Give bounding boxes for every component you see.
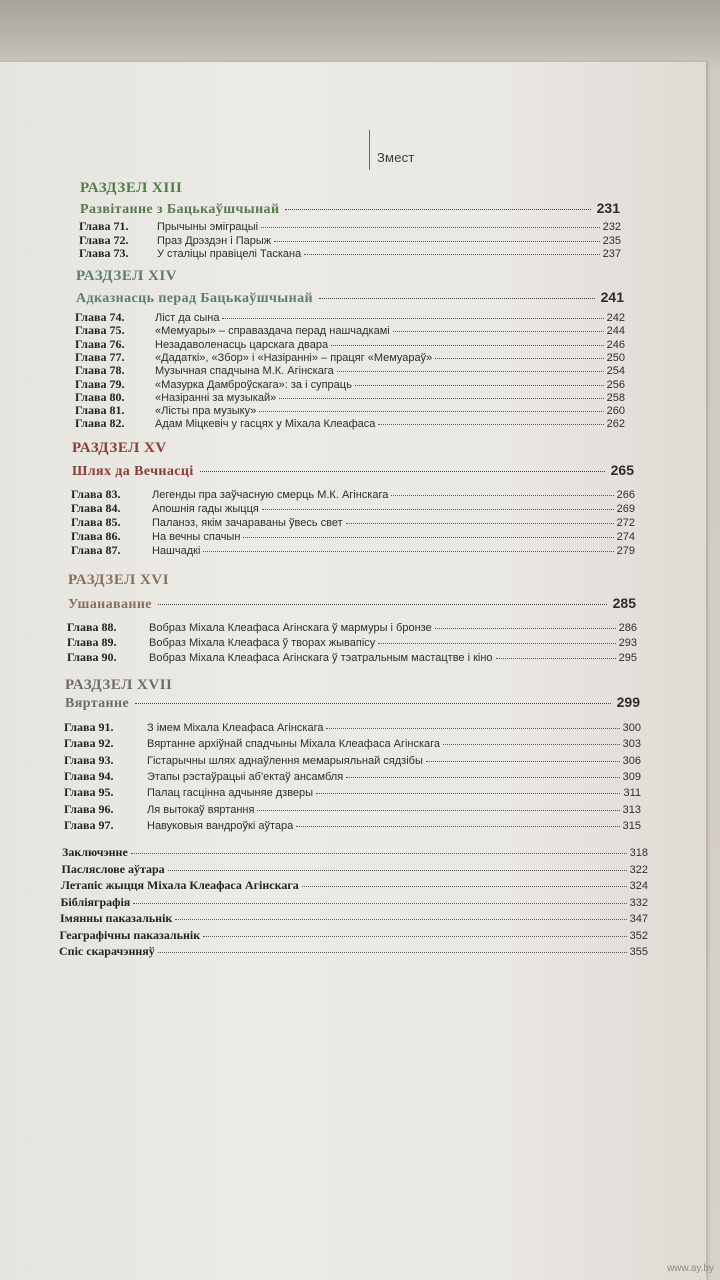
dot-leader: [257, 810, 619, 811]
dot-leader: [131, 853, 627, 854]
chapter-title: Вобраз Міхала Клеафаса Агінскага ў тэатральным мастацтве і кіно: [149, 651, 493, 664]
section-page-number: 231: [596, 200, 620, 216]
end-matter-page-number: 347: [629, 913, 648, 925]
chapter-number: Глава 80.: [75, 389, 125, 404]
page-header-title: Змест: [377, 150, 415, 165]
dot-leader: [133, 903, 626, 904]
chapter-title: На вечны спачын: [152, 531, 241, 543]
dot-leader: [158, 604, 607, 605]
chapter-number: Глава 86.: [71, 529, 121, 543]
end-matter-row[interactable]: [59, 944, 648, 959]
section-title: Ушанаванне: [68, 597, 152, 612]
chapter-page-number: 303: [622, 738, 641, 751]
chapter-page-number: 309: [622, 770, 641, 783]
chapter-number: Глава 90.: [67, 649, 117, 664]
chapter-title: Ля вытокаў вяртання: [147, 803, 255, 816]
chapter-title: Этапы рэстаўрацыі аб'ектаў ансамбля: [147, 770, 344, 783]
chapter-row[interactable]: [75, 416, 625, 431]
dot-leader: [304, 254, 599, 255]
chapter-number: Глава 83.: [71, 487, 121, 501]
end-matter-title: Паслясловe аўтара: [61, 861, 165, 876]
chapter-title: Вяртанне архіўнай спадчыны Міхала Клеафаса Агінскага: [147, 738, 441, 751]
section-title-row[interactable]: [65, 694, 640, 712]
end-matter-row[interactable]: [60, 911, 648, 926]
dot-leader: [135, 703, 611, 704]
dot-leader: [158, 952, 627, 953]
section-title: Адказнасць перад Бацькаўшчынай: [76, 291, 313, 306]
dot-leader: [279, 398, 603, 399]
chapter-row[interactable]: [64, 785, 641, 800]
chapter-number: Глава 91.: [64, 720, 114, 734]
chapter-page-number: 315: [622, 819, 641, 832]
chapter-row[interactable]: [64, 818, 641, 833]
section-label: РАЗДЗЕЛ XV: [72, 440, 167, 456]
dot-leader: [337, 371, 604, 372]
dot-leader: [274, 241, 599, 242]
chapter-title: Адам Міцкевіч у гасцях у Міхала Клеафаса: [155, 418, 376, 431]
dot-leader: [319, 298, 595, 299]
chapter-page-number: 269: [616, 503, 635, 515]
section-title-row[interactable]: [68, 595, 636, 613]
section-title-row[interactable]: [76, 289, 624, 307]
chapter-title: Вобраз Міхала Клеафаса Агінскага ў мармуры і бронзе: [149, 622, 432, 634]
chapter-page-number: 260: [606, 405, 625, 418]
end-matter-row[interactable]: [62, 845, 648, 860]
chapter-number: Глава 82.: [75, 416, 125, 431]
chapter-title: Прычыны эміграцыі: [157, 221, 259, 233]
chapter-title: Паланэз, якім зачараваны ўвесь свет: [152, 517, 343, 529]
chapter-row[interactable]: [64, 802, 641, 817]
chapter-page-number: 279: [616, 545, 635, 557]
dot-leader: [435, 628, 616, 629]
chapter-page-number: 293: [618, 636, 637, 649]
chapter-page-number: 295: [618, 651, 637, 664]
chapter-title: Палац гасцінна адчыняе дзверы: [147, 787, 314, 800]
chapter-row[interactable]: [67, 635, 637, 650]
end-matter-title: Летапіс жыцця Міхала Клеафаса Агінскага: [61, 878, 299, 892]
end-matter-row[interactable]: [60, 928, 649, 943]
dot-leader: [346, 777, 619, 778]
chapter-page-number: 250: [606, 351, 625, 364]
chapter-number: Глава 81.: [75, 403, 125, 418]
chapter-page-number: 242: [606, 312, 625, 324]
dot-leader: [391, 495, 613, 496]
chapter-number: Глава 97.: [64, 817, 114, 832]
end-matter-page-number: 352: [629, 929, 648, 942]
section-label: РАЗДЗЕЛ XVII: [65, 677, 173, 693]
chapter-row[interactable]: [79, 246, 621, 261]
chapter-page-number: 256: [606, 378, 625, 391]
section-page-number: 285: [612, 595, 636, 611]
dot-leader: [262, 509, 614, 510]
end-matter-page-number: 332: [629, 896, 648, 909]
section-title-row[interactable]: [80, 200, 620, 218]
end-matter-row[interactable]: [61, 878, 648, 893]
dot-leader: [296, 826, 619, 827]
chapter-number: Глава 71.: [79, 219, 129, 233]
chapter-row[interactable]: [71, 515, 635, 530]
chapter-number: Глава 84.: [71, 501, 121, 515]
chapter-page-number: 300: [622, 722, 641, 734]
dot-leader: [203, 551, 613, 552]
chapter-title: «Дадаткі», «Збор» і «Назіранні» – працяг «Мемуараў»: [155, 351, 433, 364]
header-rule: [369, 130, 370, 170]
section-title: Шлях да Вечнасці: [72, 464, 194, 479]
chapter-title: Незадаволенасць царскага двара: [155, 338, 329, 351]
chapter-page-number: 232: [602, 221, 621, 233]
chapter-number: Глава 92.: [64, 736, 114, 751]
chapter-row[interactable]: [64, 769, 641, 784]
dot-leader: [222, 318, 603, 319]
chapter-title: Нашчадкі: [152, 545, 201, 557]
dot-leader: [203, 936, 626, 937]
chapter-page-number: 246: [606, 338, 625, 351]
chapter-page-number: 244: [606, 325, 625, 338]
end-matter-page-number: 355: [629, 946, 648, 958]
chapter-number: Глава 73.: [79, 246, 129, 260]
chapter-title: Ліст да сына: [155, 312, 220, 324]
chapter-title: Апошнія гады жыцця: [152, 503, 259, 515]
dot-leader: [435, 358, 603, 359]
chapter-number: Глава 77.: [75, 349, 125, 364]
section-title: Вяртанне: [65, 696, 130, 711]
chapter-title: З імем Міхала Клеафаса Агінскага: [147, 722, 324, 734]
chapter-number: Глава 89.: [67, 634, 117, 649]
chapter-row[interactable]: [71, 529, 635, 544]
chapter-number: Глава 96.: [64, 801, 114, 816]
chapter-row[interactable]: [64, 720, 641, 735]
chapter-row[interactable]: [64, 736, 641, 751]
dot-leader: [378, 643, 615, 644]
chapter-number: Глава 85.: [71, 515, 121, 529]
chapter-row[interactable]: [67, 620, 637, 635]
chapter-page-number: 311: [623, 787, 641, 800]
end-matter-row[interactable]: [61, 895, 649, 910]
chapter-page-number: 235: [602, 234, 621, 247]
dot-leader: [243, 537, 613, 538]
chapter-page-number: 254: [606, 365, 625, 378]
dot-leader: [261, 227, 600, 228]
section-page-number: 299: [616, 694, 640, 710]
chapter-number: Глава 93.: [64, 752, 114, 767]
dot-leader: [200, 471, 605, 472]
end-matter-title: Геаграфічны паказальнік: [59, 927, 201, 942]
chapter-title: «Лісты пра музыку»: [155, 405, 257, 418]
end-matter-page-number: 322: [629, 863, 648, 876]
end-matter-row[interactable]: [62, 862, 649, 877]
chapter-number: Глава 76.: [75, 336, 125, 351]
chapter-title: «Назіранні за музыкай»: [155, 391, 277, 404]
chapter-title: Навуковыя вандроўкі аўтара: [147, 819, 294, 832]
chapter-row[interactable]: [64, 753, 641, 768]
dot-leader: [443, 744, 620, 745]
dot-leader: [259, 411, 603, 412]
chapter-page-number: 313: [622, 803, 641, 816]
dot-leader: [355, 385, 604, 386]
dot-leader: [326, 728, 619, 729]
dot-leader: [285, 209, 590, 210]
dot-leader: [331, 345, 604, 346]
chapter-row[interactable]: [71, 501, 635, 516]
chapter-number: Глава 72.: [79, 232, 129, 247]
section-label: РАЗДЗЕЛ XIV: [76, 268, 178, 284]
chapter-title: «Мазурка Дамброўскага»: за і супраць: [155, 378, 352, 391]
section-page-number: 241: [600, 289, 624, 305]
dot-leader: [496, 658, 616, 659]
chapter-page-number: 274: [616, 531, 635, 543]
dot-leader: [316, 793, 620, 794]
dot-leader: [168, 870, 627, 871]
chapter-title: Легенды пра заўчасную смерць М.К. Агінскага: [152, 489, 389, 501]
chapter-title: Гістарычны шлях аднаўлення мемарыяльнай сядзібы: [147, 754, 423, 767]
chapter-page-number: 272: [616, 517, 635, 529]
chapter-page-number: 237: [602, 248, 621, 260]
chapter-number: Глава 74.: [75, 310, 125, 324]
chapter-page-number: 266: [616, 489, 635, 501]
chapter-title: «Мемуары» – справаздача перад нашчадкамі: [155, 325, 390, 338]
chapter-number: Глава 95.: [64, 785, 114, 800]
chapter-number: Глава 79.: [75, 376, 125, 391]
chapter-row[interactable]: [71, 487, 635, 502]
chapter-page-number: 262: [606, 418, 625, 431]
dot-leader: [426, 761, 620, 762]
end-matter-page-number: 324: [629, 880, 648, 892]
chapter-page-number: 286: [618, 622, 637, 634]
end-matter-title: Заключэнне: [62, 845, 128, 859]
chapter-row[interactable]: [71, 543, 635, 558]
section-title: Развітанне з Бацькаўшчынай: [80, 202, 280, 217]
chapter-title: Праз Дрэздэн і Парыж: [157, 234, 272, 247]
dot-leader: [302, 886, 627, 887]
chapter-number: Глава 78.: [75, 363, 125, 378]
chapter-title: У сталіцы правіцелі Таскана: [157, 248, 302, 260]
dot-leader: [175, 919, 626, 920]
dot-leader: [378, 424, 603, 425]
dot-leader: [346, 523, 614, 524]
end-matter-title: Спіс скарачэнняў: [59, 944, 155, 958]
section-page-number: 265: [610, 462, 634, 478]
end-matter-page-number: 318: [629, 847, 648, 859]
chapter-title: Музычная спадчына М.К. Агінскага: [155, 365, 334, 378]
chapter-page-number: 306: [622, 754, 641, 767]
chapter-row[interactable]: [67, 650, 637, 665]
chapter-number: Глава 94.: [64, 768, 114, 783]
end-matter-title: Імянны паказальнік: [60, 911, 173, 925]
chapter-number: Глава 87.: [71, 543, 121, 557]
chapter-page-number: 258: [606, 391, 625, 404]
dot-leader: [393, 331, 604, 332]
chapter-number: Глава 88.: [67, 620, 117, 634]
chapter-title: Вобраз Міхала Клеафаса ў творах жывапісу: [149, 636, 376, 649]
section-title-row[interactable]: [72, 462, 634, 480]
end-matter-title: Бібліяграфія: [60, 894, 131, 909]
section-label: РАЗДЗЕЛ XIII: [80, 180, 183, 196]
section-label: РАЗДЗЕЛ XVI: [68, 572, 170, 588]
chapter-number: Глава 75.: [75, 323, 125, 338]
watermark-text: www.ay.by: [666, 1263, 714, 1274]
